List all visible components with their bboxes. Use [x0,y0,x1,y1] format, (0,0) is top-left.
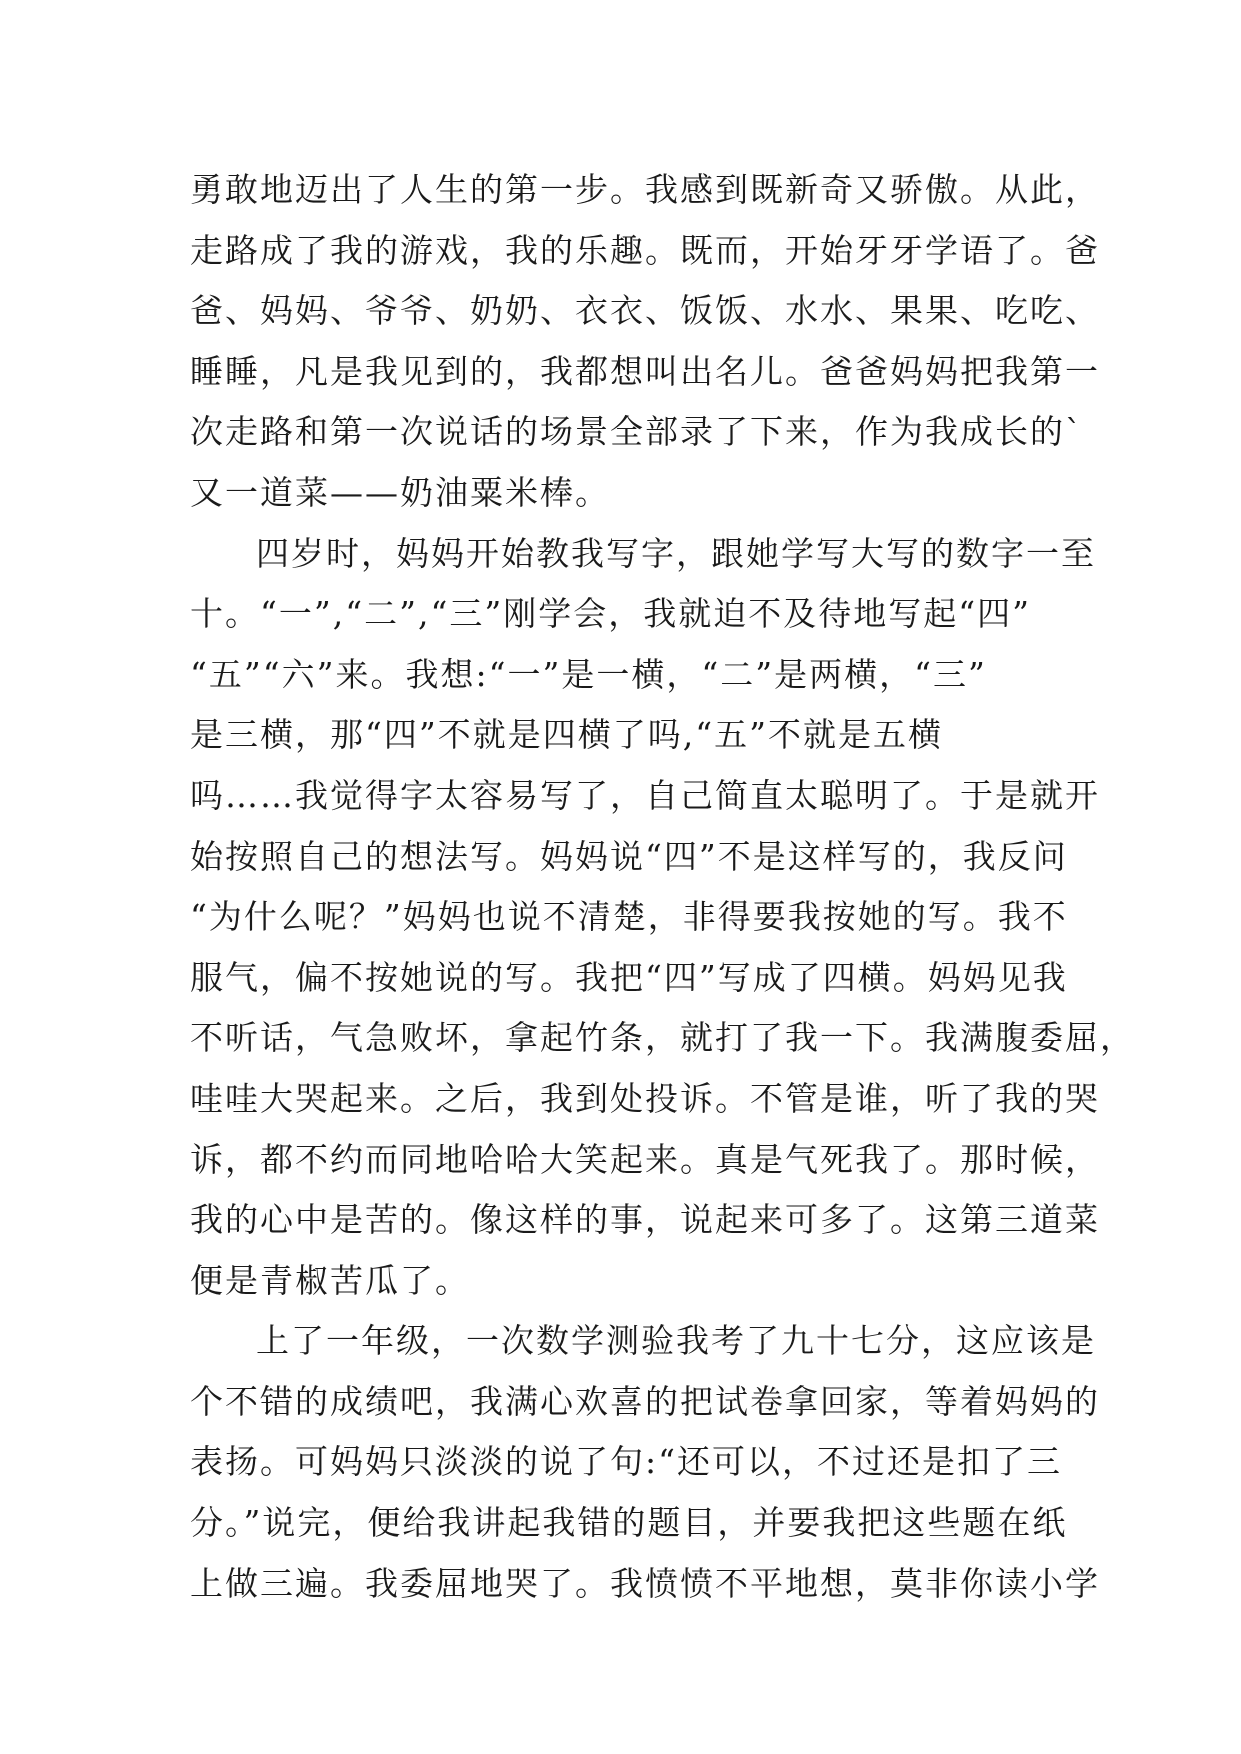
text-line: 是三横，那“四”不就是四横了吗,“五”不就是五横 [190,715,943,755]
text-line: 十。“一”,“二”,“三”刚学会，我就迫不及待地写起“四” [190,594,1031,634]
text-line: 勇敢地迈出了人生的第一步。我感到既新奇又骄傲。从此， [190,170,1100,209]
paragraph-start-line: 上了一年级，一次数学测验我考了九十七分，这应该是 [256,1321,1096,1361]
text-line: 走路成了我的游戏，我的乐趣。既而，开始牙牙学语了。爸 [190,230,1100,270]
text-line: 便是青椒苦瓜了。 [190,1260,470,1300]
text-line: 上做三遍。我委屈地哭了。我愤愤不平地想，莫非你读小学 [190,1563,1100,1603]
text-line: 哇哇大哭起来。之后，我到处投诉。不管是谁，听了我的哭 [190,1078,1100,1118]
text-line: 诉，都不约而同地哈哈大笑起来。真是气死我了。那时候， [190,1139,1100,1179]
text-line: 不听话，气急败坏，拿起竹条，就打了我一下。我满腹委屈， [190,1018,1135,1058]
text-line: 个不错的成绩吧，我满心欢喜的把试卷拿回家，等着妈妈的 [190,1381,1100,1421]
text-line: 我的心中是苦的。像这样的事，说起来可多了。这第三道菜 [190,1200,1100,1240]
paragraph-start-line: 四岁时，妈妈开始教我写字，跟她学写大写的数字一至 [256,533,1096,573]
text-line: 始按照自己的想法写。妈妈说“四”不是这样写的，我反问 [190,836,1068,876]
text-line: 表扬。可妈妈只淡淡的说了句:“还可以，不过还是扣了三 [190,1442,1062,1482]
text-line: 次走路和第一次说话的场景全部录了下来，作为我成长的` [190,412,1084,452]
body-text [190,160,1135,1614]
text-line: 吗……我觉得字太容易写了，自己简直太聪明了。于是就开 [190,775,1100,815]
text-line: 分。”说完，便给我讲起我错的题目，并要我把这些题在纸 [190,1503,1068,1543]
text-line: 睡睡，凡是我见到的，我都想叫出名儿。爸爸妈妈把我第一 [190,351,1100,391]
text-line: 服气，偏不按她说的写。我把“四”写成了四横。妈妈见我 [190,957,1068,997]
text-line: 爸、妈妈、爷爷、奶奶、衣衣、饭饭、水水、果果、吃吃、 [190,291,1100,331]
text-line: “五”“六”来。我想:“一”是一横，“二”是两横，“三” [190,654,987,694]
text-line: 又一道菜——奶油粟米棒。 [190,472,610,512]
text-line: “为什么呢？”妈妈也说不清楚，非得要我按她的写。我不 [190,897,1068,937]
